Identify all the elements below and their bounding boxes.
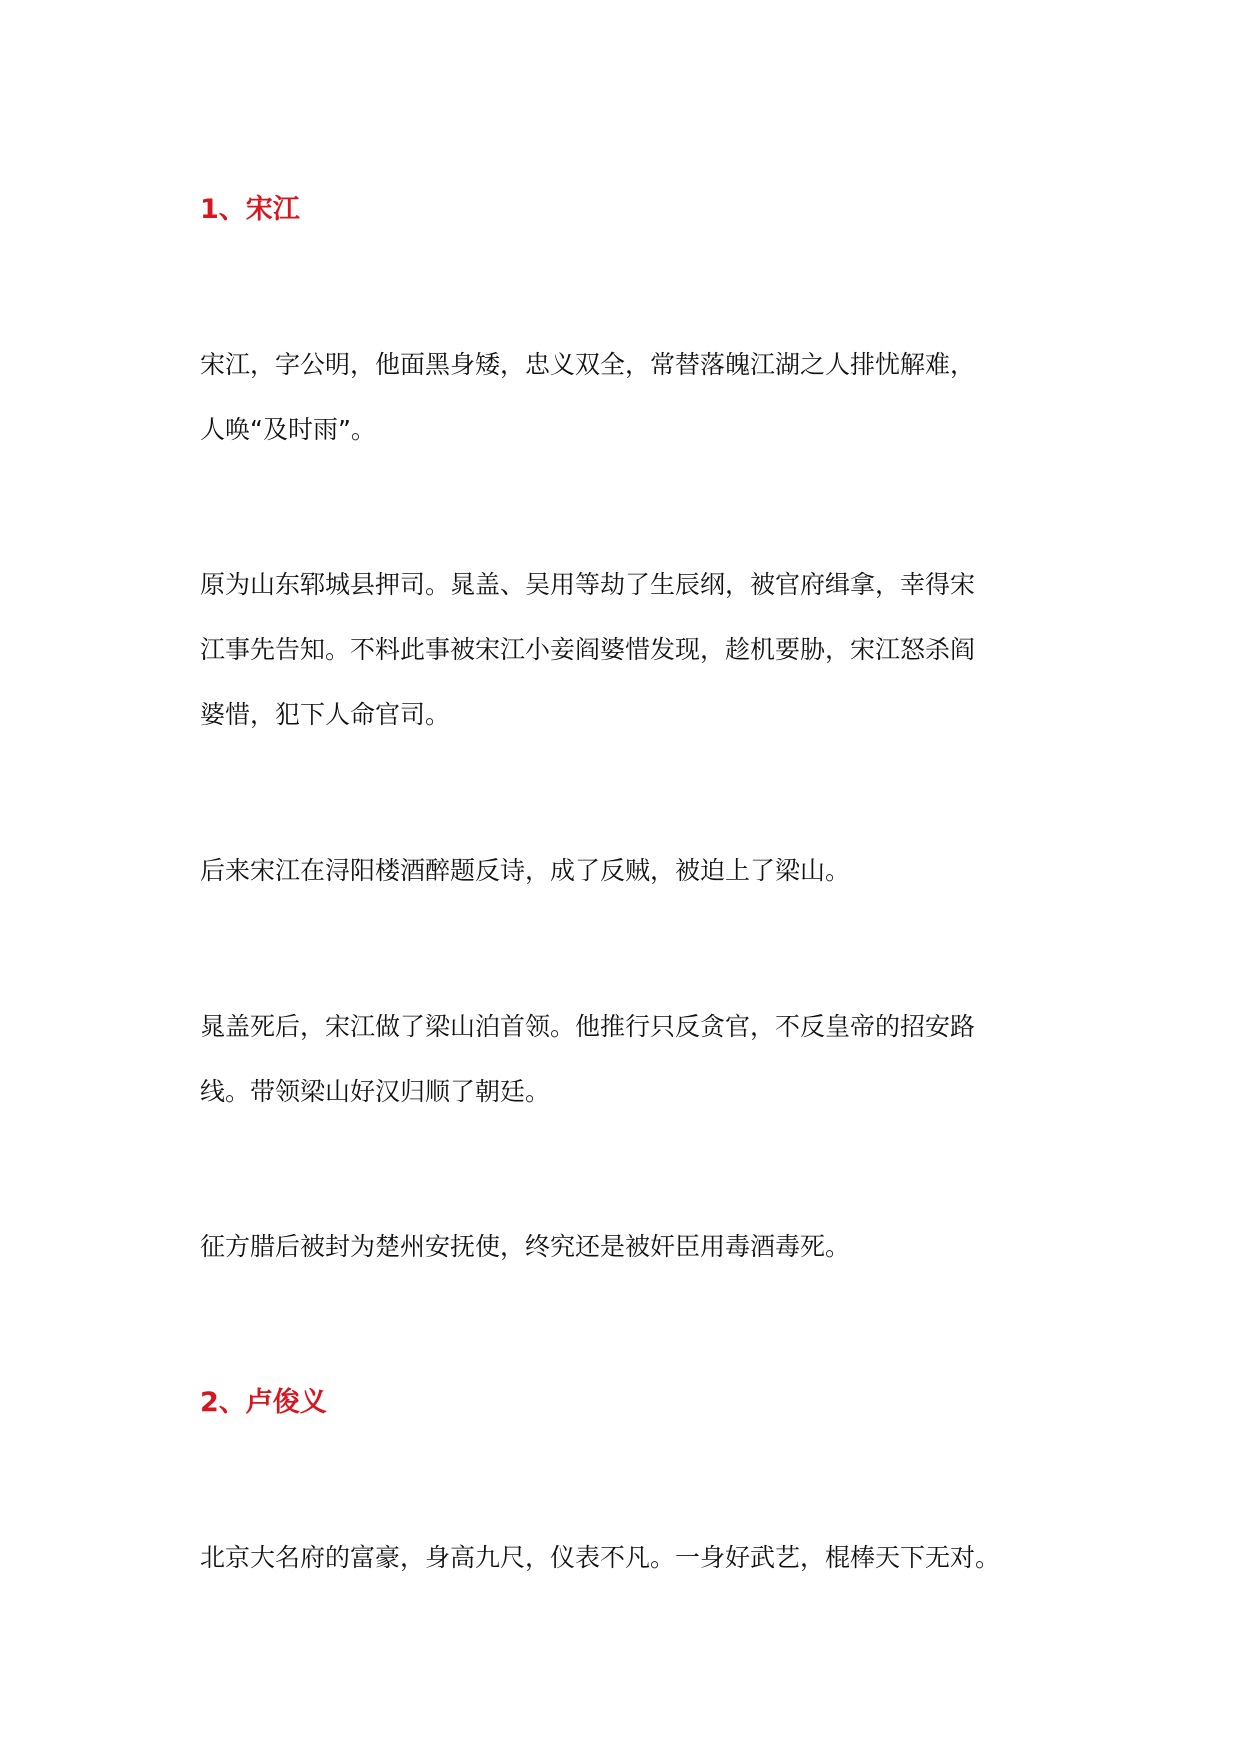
text-line: 婆惜，犯下人命官司。	[200, 700, 451, 729]
text-line: 原为山东郓城县押司。晁盖、吴用等劫了生辰纲，被官府缉拿，幸得宋	[200, 570, 976, 599]
paragraph-rebel-poem	[200, 838, 1070, 903]
paragraph-lu-junyi-intro	[200, 1525, 1070, 1590]
section-heading-song-jiang: 1、宋江	[200, 194, 300, 225]
paragraph-origin	[200, 552, 1070, 747]
paragraph-death	[200, 1214, 1070, 1279]
text-line: 北京大名府的富豪，身高九尺，仪表不凡。一身好武艺，棍棒天下无对。	[200, 1543, 1001, 1572]
text-line: 线。带领梁山好汉归顺了朝廷。	[200, 1077, 551, 1106]
text-line: 后来宋江在浔阳楼酒醉题反诗，成了反贼，被迫上了梁山。	[200, 856, 851, 885]
paragraph-leader	[200, 994, 1070, 1124]
text-line: 征方腊后被封为楚州安抚使，终究还是被奸臣用毒酒毒死。	[200, 1232, 851, 1261]
text-line: 人唤“及时雨”。	[200, 415, 376, 444]
text-line: 晁盖死后，宋江做了梁山泊首领。他推行只反贪官，不反皇帝的招安路	[200, 1012, 976, 1041]
section-heading-lu-junyi: 2、卢俊义	[200, 1387, 327, 1418]
paragraph-intro	[200, 332, 1070, 462]
text-line: 宋江，字公明，他面黑身矮，忠义双全，常替落魄江湖之人排忧解难，	[200, 350, 976, 379]
text-line: 江事先告知。不料此事被宋江小妾阎婆惜发现，趁机要胁，宋江怒杀阎	[200, 635, 976, 664]
